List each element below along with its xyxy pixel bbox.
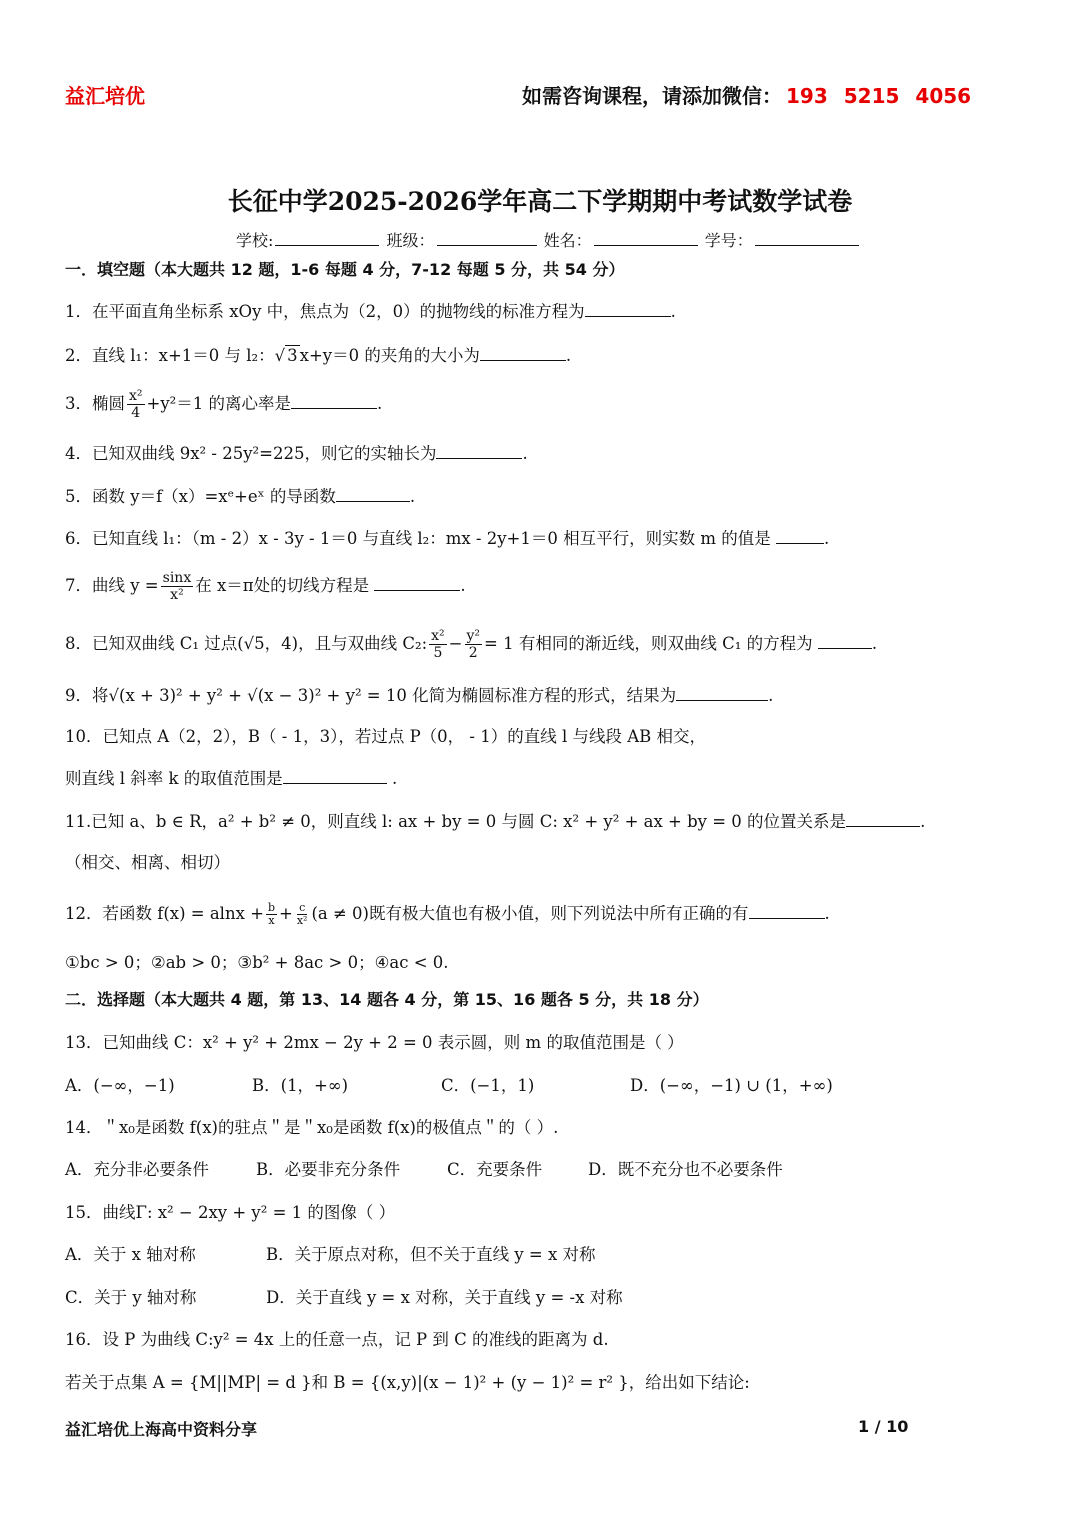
- answer-blank[interactable]: [776, 529, 824, 544]
- question-text: 3．椭圆: [65, 394, 125, 413]
- question-15: [65, 1203, 395, 1223]
- question-text: 14．＂x₀是函数 f(x)的驻点＂是＂x₀是函数 f(x)的极值点＂的（ ）.: [65, 1118, 559, 1137]
- question-text: 10．已知点 A（2，2），B（ - 1，3），若过点 P（0， - 1）的直线 l 与线段 AB 相交，: [65, 727, 707, 746]
- question-text: 8．已知双曲线 C₁ 过点(√5，4)，且与双曲线 C₂:: [65, 634, 428, 653]
- option-d[interactable]: D．(−∞，−1) ∪ (1，+∞): [630, 1076, 833, 1095]
- question-10-cont: 则直线 l 斜率 k 的取值范围是 .: [65, 769, 398, 788]
- question-9: 9．将√(x + 3)² + y² + √(x − 3)² + y² = 10 化简为椭圆标准方程的形式，结果为 .: [65, 686, 774, 705]
- question-text: 16．设 P 为曲线 C:y² = 4x 上的任意一点，记 P 到 C 的准线的距离为 d.: [65, 1330, 609, 1349]
- id-label: 学号：: [704, 231, 753, 250]
- option-a[interactable]: A．充分非必要条件: [65, 1160, 209, 1179]
- question-text: 4．已知双曲线 9x² - 25y²=225，则它的实轴长为: [65, 444, 437, 463]
- answer-blank[interactable]: [846, 812, 920, 827]
- question-text: 若关于点集 A = {M||MP| = d }和 B = {(x,y)|(x − 1)² + (y − 1)² = r² }，给出如下结论:: [65, 1373, 750, 1392]
- option-b[interactable]: B．必要非充分条件: [256, 1160, 401, 1179]
- school-field[interactable]: [275, 231, 379, 246]
- fraction: [127, 388, 145, 421]
- numerator: x²: [129, 388, 143, 404]
- class-field[interactable]: [437, 231, 537, 246]
- option-c[interactable]: C．充要条件: [447, 1160, 543, 1179]
- question-text: 12．若函数 f(x) = alnx +: [65, 904, 264, 923]
- answer-blank[interactable]: [436, 444, 522, 459]
- question-12: 12．若函数 f(x) = alnx + $\frac{b}{x}$ + $\frac{c}{\text{x²}}$ (a ≠ 0)既有极大值也有极小值，则下列说法中所有正确的有 .: [65, 901, 830, 927]
- question-6: 6．已知直线 l₁：（m - 2）x - 3y - 1＝0 与直线 l₂：mx - 2y+1＝0 相互平行，则实数 m 的值是 .: [65, 529, 830, 548]
- question-11-hint: [65, 853, 230, 873]
- answer-blank[interactable]: [291, 394, 377, 409]
- denominator: x: [268, 914, 275, 927]
- denominator: 4: [131, 405, 141, 421]
- denominator: x²: [296, 914, 308, 927]
- option-c[interactable]: C．关于 y 轴对称: [65, 1288, 197, 1307]
- question-4: 4．已知双曲线 9x² - 25y²=225，则它的实轴长为 .: [65, 444, 528, 463]
- fraction: [429, 628, 447, 661]
- minus-sign: −: [448, 634, 463, 653]
- page-number: 1 / 10: [858, 1417, 909, 1436]
- question-text: 6．已知直线 l₁：（m - 2）x - 3y - 1＝0 与直线 l₂：mx - 2y+1＝0 相互平行，则实数 m 的值是: [65, 529, 771, 548]
- numerator: sinx: [162, 570, 192, 586]
- question-8: 8．已知双曲线 C₁ 过点(√5，4)，且与双曲线 C₂: $\frac{\text{x²}}{5}$ − $\frac{\text{y²}}{2}$ = 1 有相同的渐近线，则双曲线 C₁ 的方程为 .: [65, 628, 878, 661]
- phone-part: 193: [786, 84, 828, 108]
- answer-blank[interactable]: [336, 487, 410, 502]
- question-text: ①bc > 0；②ab > 0；③b² + 8ac > 0；④ac < 0.: [65, 953, 449, 972]
- question-text: 5．函数 y＝f（x）=xᵉ+eˣ 的导函数: [65, 487, 336, 506]
- question-text: 则直线 l 斜率 k 的取值范围是: [65, 769, 283, 788]
- class-label: 班级：: [386, 231, 435, 250]
- sqrt-radicand: 3: [287, 346, 298, 365]
- option-d[interactable]: D．关于直线 y = x 对称，关于直线 y = -x 对称: [266, 1288, 623, 1307]
- school-label: 学校:: [236, 231, 274, 250]
- answer-blank[interactable]: [818, 634, 872, 649]
- question-text: +y²＝1 的离心率是: [146, 394, 292, 413]
- fraction: [295, 902, 310, 927]
- page-title: 长征中学2025-2026学年高二下学期期中考试数学试卷: [227, 187, 853, 216]
- option-a[interactable]: A．关于 x 轴对称: [65, 1245, 196, 1264]
- question-16-cont: [65, 1373, 750, 1393]
- id-field[interactable]: [755, 231, 859, 246]
- denominator: x²: [170, 587, 184, 603]
- answer-blank[interactable]: [749, 904, 825, 919]
- numerator: x²: [431, 628, 445, 644]
- question-11: 11.已知 a、b ∈ R，a² + b² ≠ 0，则直线 l: ax + by = 0 与圆 C: x² + y² + ax + by = 0 的位置关系是 .: [65, 812, 926, 831]
- question-text: （相交、相离、相切）: [65, 853, 230, 872]
- question-13: [65, 1033, 684, 1053]
- question-text: 1．在平面直角坐标系 xOy 中，焦点为（2，0）的抛物线的标准方程为: [65, 302, 585, 321]
- question-14: [65, 1118, 558, 1138]
- question-text: 9．将√(x + 3)² + y² + √(x − 3)² + y² = 10 化简为椭圆标准方程的形式，结果为: [65, 686, 677, 705]
- question-12-options: [65, 953, 449, 973]
- option-a[interactable]: A．(−∞，−1): [65, 1076, 175, 1095]
- answer-blank[interactable]: [283, 769, 387, 784]
- denominator: 5: [433, 645, 443, 661]
- question-text: 15．曲线Γ: x² − 2xy + y² = 1 的图像（ ）: [65, 1203, 396, 1222]
- answer-blank[interactable]: [585, 302, 671, 317]
- fraction: [465, 628, 483, 661]
- denominator: 2: [468, 645, 478, 661]
- phone-number: [786, 84, 987, 108]
- option-b[interactable]: B．关于原点对称，但不关于直线 y = x 对称: [266, 1245, 596, 1264]
- brand-name: 益汇培优: [65, 84, 145, 108]
- plus-sign: +: [279, 904, 293, 923]
- question-text: 7．曲线 y =: [65, 576, 159, 595]
- answer-blank[interactable]: [374, 576, 460, 591]
- question-7: 7．曲线 y = $\frac{\sin x}{\text{x²}}$ 在 x＝π处的切线方程是 .: [65, 570, 466, 603]
- question-1: 1．在平面直角坐标系 xOy 中，焦点为（2，0）的抛物线的标准方程为 .: [65, 302, 676, 321]
- fraction: [266, 902, 277, 927]
- numerator: y²: [466, 628, 481, 644]
- question-5: 5．函数 y＝f（x）=xᵉ+eˣ 的导函数 .: [65, 487, 416, 506]
- name-label: 姓名：: [543, 231, 592, 250]
- footer-source: 益汇培优上海高中资料分享: [65, 1420, 258, 1439]
- name-field[interactable]: [594, 231, 698, 246]
- contact-line: [522, 80, 987, 109]
- question-text: = 1 有相同的渐近线，则双曲线 C₁ 的方程为: [484, 634, 813, 653]
- question-text: 在 x＝π处的切线方程是: [195, 576, 370, 595]
- numerator: c: [299, 901, 306, 914]
- phone-part: 4056: [915, 84, 972, 108]
- student-info-line: [236, 228, 861, 251]
- question-3: 3．椭圆 $\frac{\text{x²}}{4}$ +y²＝1 的离心率是 .: [65, 388, 383, 421]
- contact-label: 如需咨询课程，请添加微信：: [522, 84, 782, 108]
- question-text: 2．直线 l₁：x+1＝0 与 l₂：: [65, 346, 275, 365]
- question-2: 2．直线 l₁：x+1＝0 与 l₂：√ 3 x+y＝0 的夹角的大小为 .: [65, 346, 572, 365]
- answer-blank[interactable]: [480, 346, 566, 361]
- answer-blank[interactable]: [676, 686, 768, 701]
- fraction: [161, 570, 194, 603]
- option-b[interactable]: B．(1，+∞): [252, 1076, 349, 1095]
- question-text: 11.已知 a、b ∈ R，a² + b² ≠ 0，则直线 l: ax + by = 0 与圆 C: x² + y² + ax + by = 0 的位置关系是: [65, 812, 847, 831]
- option-d[interactable]: D．既不充分也不必要条件: [588, 1160, 783, 1179]
- question-10: [65, 727, 706, 747]
- section-heading-choice: 二．选择题（本大题共 4 题，第 13、14 题各 4 分，第 15、16 题各 5 分，共 18 分）: [65, 990, 709, 1009]
- question-text: x+y＝0 的夹角的大小为: [299, 346, 480, 365]
- numerator: b: [267, 901, 276, 914]
- option-c[interactable]: C．(−1，1): [441, 1076, 535, 1095]
- question-text: 13．已知曲线 C：x² + y² + 2mx − 2y + 2 = 0 表示圆，则 m 的取值范围是（ ）: [65, 1033, 684, 1052]
- phone-part: 5215: [843, 84, 900, 108]
- question-16: [65, 1330, 609, 1350]
- section-heading-fill: 一．填空题（本大题共 12 题，1-6 每题 4 分，7-12 每题 5 分，共 54 分）: [65, 260, 625, 279]
- question-text: (a ≠ 0)既有极大值也有极小值，则下列说法中所有正确的有: [311, 904, 749, 923]
